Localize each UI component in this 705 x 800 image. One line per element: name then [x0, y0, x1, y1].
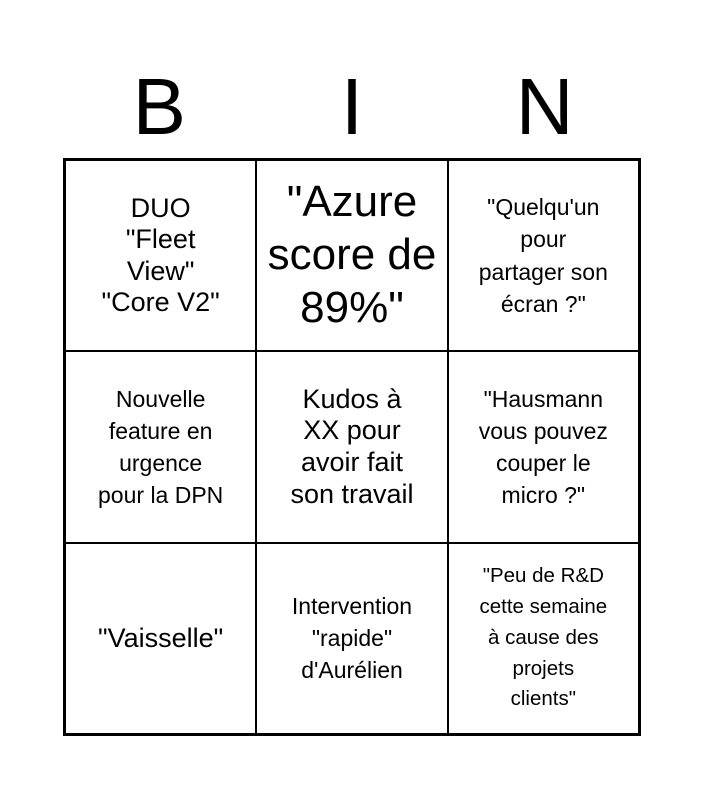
bingo-cell-8[interactable]: [256, 543, 447, 734]
bingo-cell-text: "Quelqu'un pour partager son écran ?": [478, 194, 608, 317]
bingo-cell-3[interactable]: [448, 160, 639, 351]
header-letter-b: B: [132, 62, 187, 151]
bingo-cell-text: "Vaisselle": [98, 622, 224, 653]
bingo-cell-text: "Hausmann vous pouvez couper le micro ?": [478, 385, 608, 509]
header-letter-n: N: [515, 62, 574, 151]
bingo-cell-7[interactable]: [65, 543, 256, 734]
bingo-cell-1[interactable]: [65, 160, 256, 351]
bingo-cell-text: "Peu de R&D cette semaine à cause des projets clients": [479, 564, 608, 711]
bingo-cell-text: DUO "Fleet View" "Core V2": [101, 192, 220, 318]
bingo-cell-6[interactable]: [448, 351, 639, 542]
bingo-cell-2[interactable]: [256, 160, 447, 351]
bingo-grid: [63, 158, 641, 736]
bingo-cell-text: Kudos à XX pour avoir fait son travail: [290, 383, 414, 509]
bingo-cell-text: "Azure score de 89%": [267, 177, 437, 333]
bingo-cell-9[interactable]: [448, 543, 639, 734]
bingo-header: [63, 62, 641, 152]
bingo-cell-text: Intervention "rapide" d'Aurélien: [291, 593, 413, 684]
bingo-cell-5[interactable]: [256, 351, 447, 542]
header-letter-i: I: [340, 62, 364, 151]
bingo-cell-4[interactable]: [65, 351, 256, 542]
bingo-cell-text: Nouvelle feature en urgence pour la DPN: [98, 385, 224, 509]
